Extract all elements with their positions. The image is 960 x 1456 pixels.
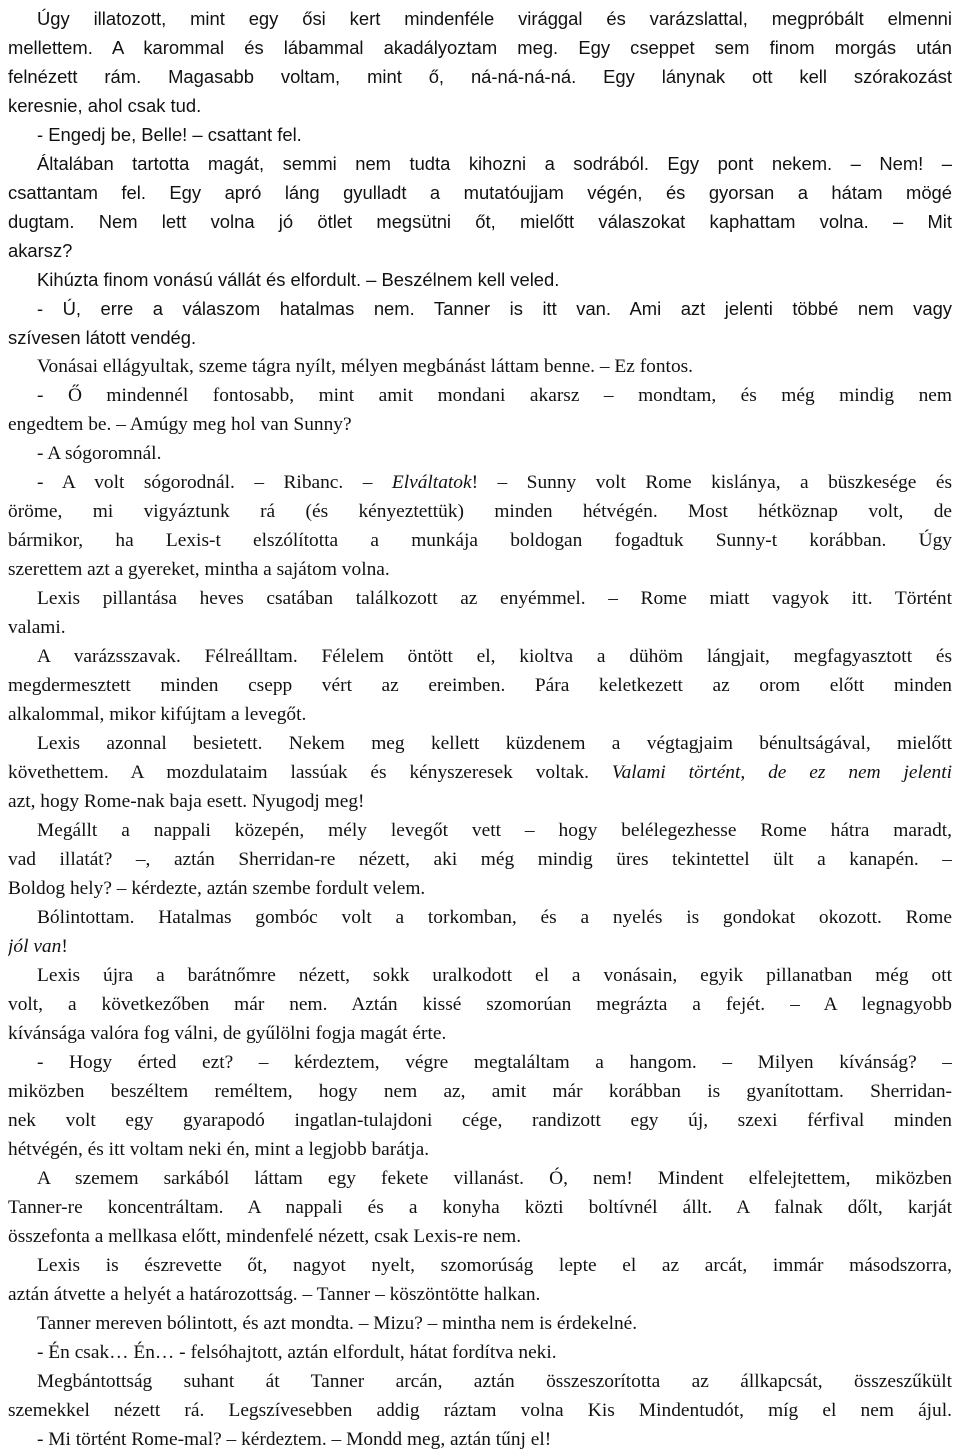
text-line: akarsz? [8, 240, 73, 261]
text-line: nek volt egy gyarapodó ingatlan-tulajdoni cége, randizott egy új, szexi férfival minden [8, 1110, 952, 1131]
text-line: jól van! [8, 936, 68, 957]
text-line: - Ő mindennél fontosabb, mint amit mondani akarsz – mondtam, és még mindig nem [37, 385, 952, 406]
text-line: Lexis pillantása heves csatában találkozott az enyémmel. – Rome miatt vagyok itt. Történt [37, 588, 952, 609]
emphasis: jól van [8, 936, 62, 957]
text-line: Boldog hely? – kérdezte, aztán szembe fordult velem. [8, 878, 426, 899]
text-line: szívesen látott vendég. [8, 327, 197, 348]
text-line: - Engedj be, Belle! – csattant fel. [37, 124, 302, 145]
text-line: Lexis azonnal besietett. Nekem meg kellett küzdenem a végtagjaim bénultságával, mielőtt [37, 733, 952, 754]
text-line: miközben beszéltem reméltem, hogy nem az, amit már korábban is gyanítottam. Sherridan- [8, 1081, 952, 1102]
text-line: - Ú, erre a válaszom hatalmas nem. Tanner is itt van. Ami azt jelenti többé nem vagy [37, 298, 952, 319]
text-line: Úgy illatozott, mint egy ősi kert mindenféle virággal és varázslattal, megpróbált elmenni [37, 8, 952, 29]
text-line: Általában tartotta magát, semmi nem tudta kihozni a sodrából. Egy pont nekem. – Nem! – [37, 153, 952, 174]
text-line: Lexis is észrevette őt, nagyot nyelt, szomorúság lepte el az arcát, immár másodszorra, [37, 1255, 952, 1276]
text-line: Megbántottság suhant át Tanner arcán, aztán összeszorította az állkapcsát, összeszűkült [37, 1371, 952, 1392]
text-line: keresnie, ahol csak tud. [8, 95, 202, 116]
text-line: Megállt a nappali közepén, mély levegőt vett – hogy belélegezhesse Rome hátra maradt, [37, 820, 952, 841]
text-line: csattantam fel. Egy apró láng gyulladt a mutatóujjam végén, és gyorsan a hátam mögé [8, 182, 952, 203]
emphasis: Elváltatok [391, 472, 472, 493]
text-line: A varázsszavak. Félreálltam. Félelem öntött el, kioltva a dühöm lángjait, megfagyasztott és [37, 646, 952, 667]
text-line: - A sógoromnál. [37, 443, 162, 464]
text-line: - Mi történt Rome-mal? – kérdeztem. – Mondd meg, aztán tűnj el! [37, 1429, 552, 1450]
text-line: azt, hogy Rome-nak baja esett. Nyugodj meg! [8, 791, 365, 812]
text-line: követhettem. A mozdulataim lassúak és kényszeresek voltak. Valami történt, de ez nem jelenti [8, 762, 952, 783]
text-line: aztán átvette a helyét a határozottság. – Tanner – köszöntötte halkan. [8, 1284, 541, 1305]
text-line: dugtam. Nem lett volna jó ötlet megsütni őt, mielőtt válaszokat kaphattam volna. – Mit [8, 211, 952, 232]
text-line: A szemem sarkából láttam egy fekete villanást. Ó, nem! Mindent elfelejtettem, miközben [37, 1168, 952, 1189]
text-line: valami. [8, 617, 66, 638]
text-line: Tanner mereven bólintott, és azt mondta. – Mizu? – mintha nem is érdekelné. [37, 1313, 638, 1334]
text-line: - Én csak… Én… - felsóhajtott, aztán elfordult, hátat fordítva neki. [37, 1342, 557, 1363]
text-line: engedtem be. – Amúgy meg hol van Sunny? [8, 414, 352, 435]
text-line: felnézett rám. Magasabb voltam, mint ő, ná-ná-ná-ná. Egy lánynak ott kell szórakozást [8, 66, 952, 87]
text-line: bármikor, ha Lexis-t elszólította a munkája boldogan fogadtuk Sunny-t korábban. Úgy [8, 530, 952, 551]
text-line: kívánsága valóra fog válni, de gyűlölni fogja magát érte. [8, 1023, 447, 1044]
text-line: - Hogy érted ezt? – kérdeztem, végre megtaláltam a hangom. – Milyen kívánság? – [37, 1052, 952, 1073]
text-line: vad illatát? –, aztán Sherridan-re nézett, aki még mindig üres tekintettel ült a kanapén. – [8, 849, 952, 870]
text-line: - A volt sógorodnál. – Ribanc. – Elváltatok! – Sunny volt Rome kislánya, a büszkesége és [37, 472, 952, 493]
text-line: hétvégén, és itt voltam neki én, mint a legjobb barátja. [8, 1139, 430, 1160]
text-line: Vonásai ellágyultak, szeme tágra nyílt, mélyen megbánást láttam benne. – Ez fontos. [37, 356, 694, 377]
text-line: Kihúzta finom vonású vállát és elfordult. – Beszélnem kell veled. [37, 269, 560, 290]
text-line: megdermesztett minden csepp vért az ereimben. Pára keletkezett az orom előtt minden [8, 675, 952, 696]
text-line: alkalommal, mikor kifújtam a levegőt. [8, 704, 307, 725]
text-line: szerettem azt a gyereket, mintha a sajátom volna. [8, 559, 390, 580]
text-line: Bólintottam. Hatalmas gombóc volt a torkomban, és a nyelés is gondokat okozott. Rome [37, 907, 952, 928]
text-line: mellettem. A karommal és lábammal akadályoztam meg. Egy cseppet sem finom morgás után [8, 37, 952, 58]
text-line: összefonta a mellkasa előtt, mindenfelé nézett, csak Lexis-re nem. [8, 1226, 522, 1247]
text-line: szemekkel nézett rá. Legszívesebben addig ráztam volna Kis Mindentudót, míg el nem ájul. [8, 1400, 952, 1421]
text-line: volt, a következőben már nem. Aztán kissé szomorúan megrázta a fejét. – A legnagyobb [8, 994, 952, 1015]
text-line: Tanner-re koncentráltam. A nappali és a konyha közti boltívnél állt. A falnak dőlt, karját [8, 1197, 952, 1218]
text-line: Lexis újra a barátnőmre nézett, sokk uralkodott el a vonásain, egyik pillanatban még ott [37, 965, 952, 986]
text-line: öröme, mi vigyáztunk rá (és kényeztettük) minden hétvégén. Most hétköznap volt, de [8, 501, 952, 522]
emphasis: Valami történt, de ez nem jelenti [611, 762, 952, 783]
